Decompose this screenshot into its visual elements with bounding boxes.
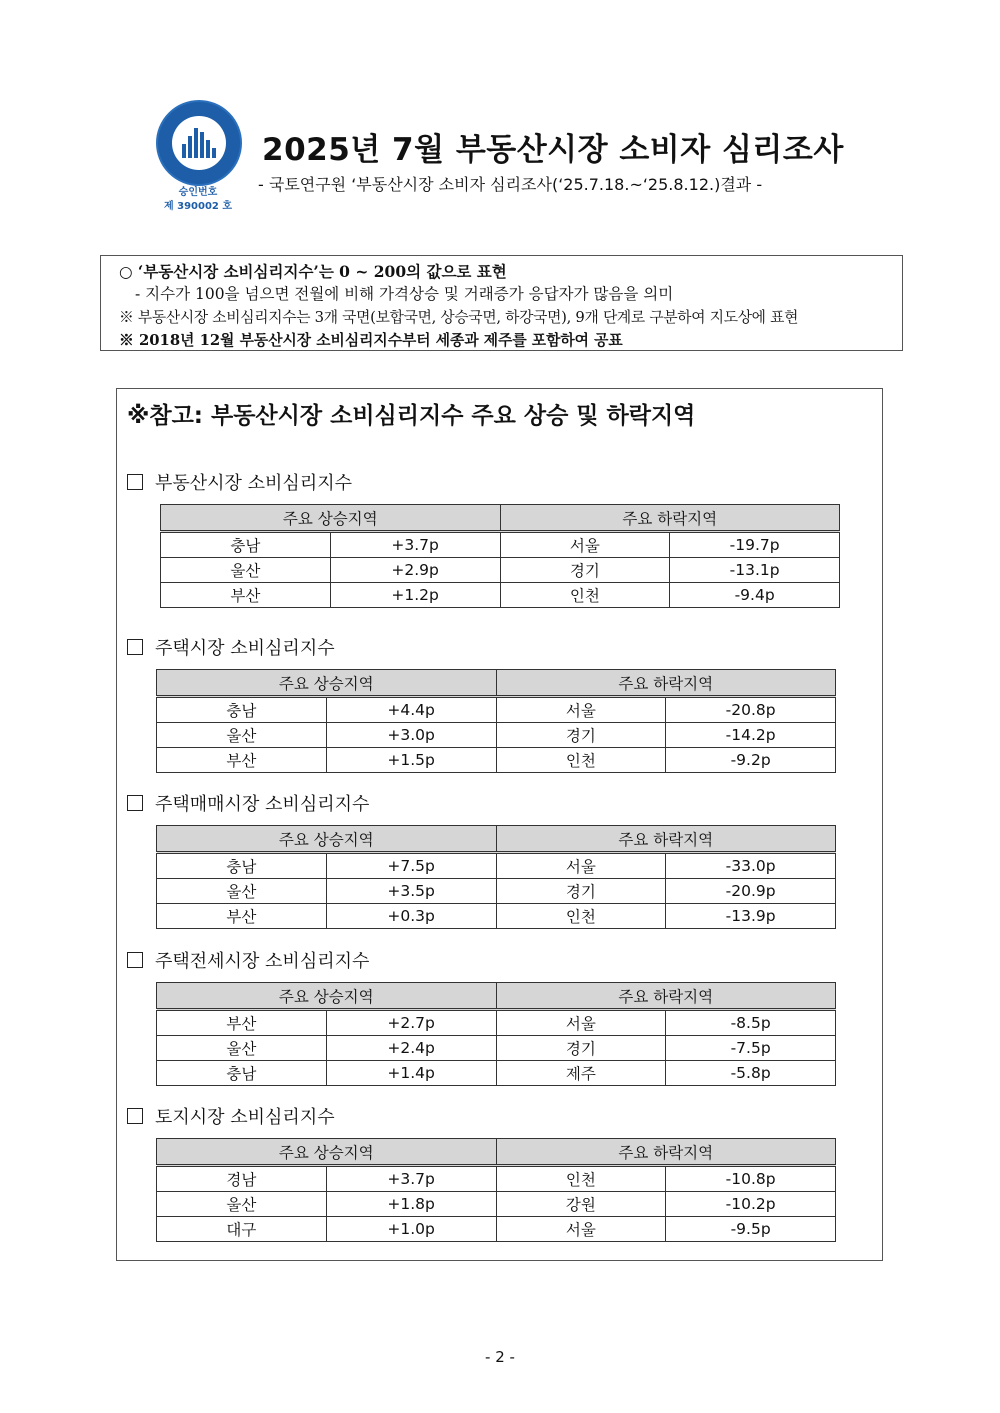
rise-header: 주요 상승지역 (157, 670, 497, 697)
national-statistics-logo (154, 100, 242, 218)
reference-title: ※참고: 부동산시장 소비심리지수 주요 상승 및 하락지역 (127, 403, 696, 429)
rise-value: +1.0p (326, 1217, 496, 1242)
fall-value: -9.5p (666, 1217, 836, 1242)
rise-value: +7.5p (326, 853, 496, 879)
table-row (157, 697, 836, 723)
rise-header: 주요 상승지역 (157, 826, 497, 853)
table-row (157, 853, 836, 879)
checkbox-square-icon (127, 1108, 143, 1124)
rise-header: 주요 상승지역 (157, 1139, 497, 1166)
rise-value: +1.2p (330, 583, 500, 608)
rise-value: +1.8p (326, 1192, 496, 1217)
region-table (156, 1138, 836, 1242)
fall-region: 서울 (496, 853, 666, 879)
region-table (160, 504, 840, 608)
reference-box (116, 388, 883, 1261)
fall-region: 경기 (496, 723, 666, 748)
fall-region: 인천 (496, 748, 666, 773)
rise-region: 부산 (157, 904, 327, 929)
notice-line: - 지수가 100을 넘으면 전월에 비해 가격상승 및 거래증가 응답자가 많음을 의미 (135, 285, 674, 303)
section-heading: 주택전세시장 소비심리지수 (127, 947, 369, 973)
rise-region: 부산 (157, 748, 327, 773)
page-subtitle: - 국토연구원 ‘부동산시장 소비자 심리조사(‘25.7.18.~‘25.8.12.)결과 - (258, 175, 763, 194)
section-heading: 주택시장 소비심리지수 (127, 634, 335, 660)
rise-value: +1.4p (326, 1061, 496, 1086)
rise-region: 충남 (161, 532, 331, 558)
region-table (156, 669, 836, 773)
fall-value: -5.8p (666, 1061, 836, 1086)
fall-region: 서울 (496, 1010, 666, 1036)
fall-region: 서울 (500, 532, 670, 558)
table-row (161, 558, 840, 583)
rise-region: 대구 (157, 1217, 327, 1242)
fall-value: -19.7p (670, 532, 840, 558)
fall-value: -13.1p (670, 558, 840, 583)
approval-label: 승인번호 (178, 187, 218, 198)
table-row (161, 583, 840, 608)
fall-value: -10.8p (666, 1166, 836, 1192)
region-table (156, 982, 836, 1086)
fall-region: 서울 (496, 697, 666, 723)
notice-box (100, 255, 903, 351)
fall-value: -33.0p (666, 853, 836, 879)
fall-header: 주요 하락지역 (496, 1139, 836, 1166)
fall-region: 서울 (496, 1217, 666, 1242)
checkbox-square-icon (127, 952, 143, 968)
rise-value: +2.4p (326, 1036, 496, 1061)
checkbox-square-icon (127, 795, 143, 811)
fall-value: -14.2p (666, 723, 836, 748)
fall-region: 강원 (496, 1192, 666, 1217)
table-row (157, 1192, 836, 1217)
fall-value: -13.9p (666, 904, 836, 929)
notice-line: ※ 2018년 12월 부동산시장 소비심리지수부터 세종과 제주를 포함하여 공표 (119, 332, 623, 349)
page-number: - 2 - (485, 1348, 515, 1366)
fall-value: -9.2p (666, 748, 836, 773)
checkbox-square-icon (127, 639, 143, 655)
region-table (156, 825, 836, 929)
rise-region: 충남 (157, 1061, 327, 1086)
rise-region: 충남 (157, 853, 327, 879)
approval-number: 제 390002 호 (163, 201, 233, 212)
rise-region: 경남 (157, 1166, 327, 1192)
rise-region: 울산 (157, 723, 327, 748)
rise-region: 울산 (157, 879, 327, 904)
fall-header: 주요 하락지역 (496, 826, 836, 853)
notice-line: ※ 부동산시장 소비심리지수는 3개 국면(보합국면, 상승국면, 하강국면), 9개 단계로 구분하여 지도상에 표현 (119, 309, 799, 326)
fall-region: 경기 (496, 879, 666, 904)
rise-region: 부산 (157, 1010, 327, 1036)
rise-value: +4.4p (326, 697, 496, 723)
fall-header: 주요 하락지역 (496, 983, 836, 1010)
fall-header: 주요 하락지역 (500, 505, 840, 532)
fall-value: -7.5p (666, 1036, 836, 1061)
fall-region: 경기 (496, 1036, 666, 1061)
table-row (157, 904, 836, 929)
fall-header: 주요 하락지역 (496, 670, 836, 697)
table-row (157, 748, 836, 773)
logo-emblem (156, 100, 242, 186)
rise-value: +3.0p (326, 723, 496, 748)
section-heading: 토지시장 소비심리지수 (127, 1103, 335, 1129)
table-row (157, 1036, 836, 1061)
rise-region: 울산 (157, 1192, 327, 1217)
fall-region: 인천 (496, 1166, 666, 1192)
table-row (157, 1217, 836, 1242)
fall-value: -20.8p (666, 697, 836, 723)
table-row (157, 1061, 836, 1086)
section-heading: 부동산시장 소비심리지수 (127, 469, 352, 495)
rise-header: 주요 상승지역 (161, 505, 501, 532)
rise-header: 주요 상승지역 (157, 983, 497, 1010)
table-row (157, 1010, 836, 1036)
rise-region: 울산 (157, 1036, 327, 1061)
fall-region: 인천 (496, 904, 666, 929)
notice-line: ○ ‘부동산시장 소비심리지수’는 0 ~ 200의 값으로 표현 (119, 262, 507, 281)
table-row (157, 723, 836, 748)
page-title: 2025년 7월 부동산시장 소비자 심리조사 (262, 132, 844, 168)
rise-value: +2.7p (326, 1010, 496, 1036)
fall-region: 경기 (500, 558, 670, 583)
table-row (157, 1166, 836, 1192)
fall-value: -10.2p (666, 1192, 836, 1217)
fall-value: -20.9p (666, 879, 836, 904)
section-heading: 주택매매시장 소비심리지수 (127, 790, 369, 816)
rise-value: +2.9p (330, 558, 500, 583)
rise-region: 충남 (157, 697, 327, 723)
fall-value: -9.4p (670, 583, 840, 608)
rise-value: +0.3p (326, 904, 496, 929)
fall-value: -8.5p (666, 1010, 836, 1036)
table-row (161, 532, 840, 558)
rise-region: 울산 (161, 558, 331, 583)
checkbox-square-icon (127, 474, 143, 490)
rise-region: 부산 (161, 583, 331, 608)
fall-region: 인천 (500, 583, 670, 608)
bar-chart-icon (182, 128, 216, 158)
fall-region: 제주 (496, 1061, 666, 1086)
rise-value: +3.5p (326, 879, 496, 904)
rise-value: +1.5p (326, 748, 496, 773)
table-row (157, 879, 836, 904)
rise-value: +3.7p (330, 532, 500, 558)
rise-value: +3.7p (326, 1166, 496, 1192)
